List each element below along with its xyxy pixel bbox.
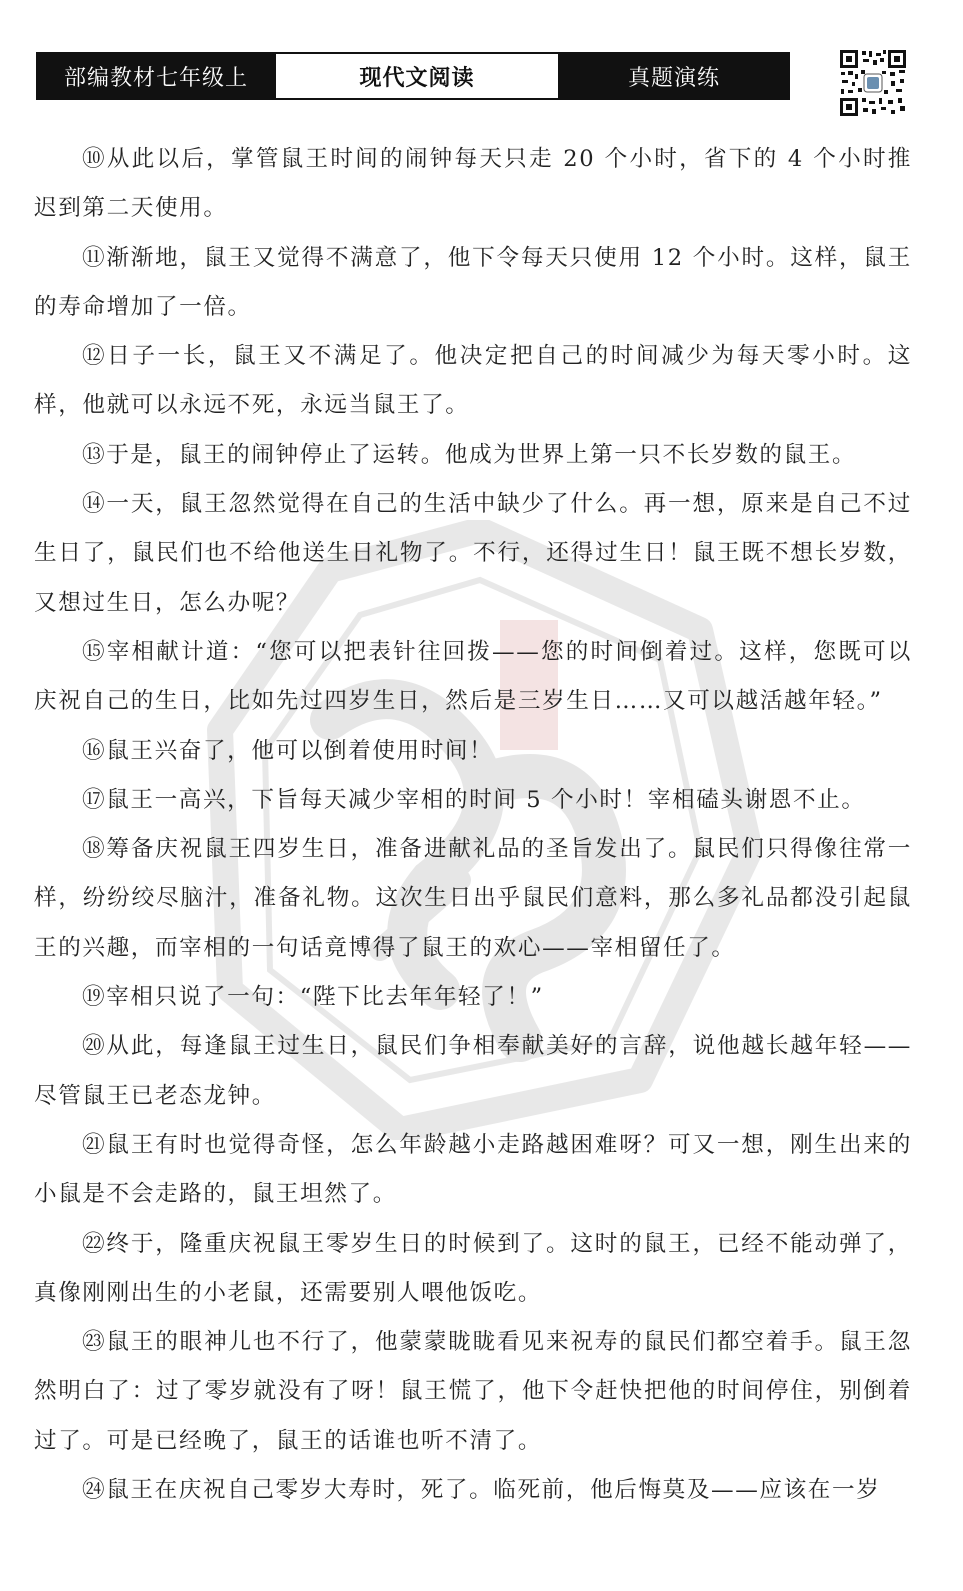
header-left-label: 部编教材七年级上 [38,54,274,98]
paragraph-20: ⑳从此，每逢鼠王过生日，鼠民们争相奉献美好的言辞，说他越长越年轻——尽管鼠王已老态龙钟。 [34,1033,912,1109]
paragraph-19: ⑲宰相只说了一句：“陛下比去年年轻了！” [82,984,544,1011]
paragraph-11: ⑪渐渐地，鼠王又觉得不满意了，他下令每天只使用 12 个小时。这样，鼠王的寿命增加了一倍。 [34,244,912,320]
paragraph-16: ⑯鼠王兴奋了，他可以倒着使用时间！ [82,737,494,764]
paragraph-14: ⑭一天，鼠王忽然觉得在自己的生活中缺少了什么。再一想，原来是自己不过生日了，鼠民们也不给他送生日礼物了。不行，还得过生日！鼠王既不想长岁数，又想过生日，怎么办呢？ [34,491,912,616]
paragraph-23: ㉓鼠王的眼神儿也不行了，他蒙蒙眬眬看见来祝寿的鼠民们都空着手。鼠王忽然明白了：过了零岁就没有了呀！鼠王慌了，他下令赶快把他的时间停住，别倒着过了。可是已经晚了，鼠王的话谁也听不清了。 [34,1329,912,1454]
paragraph-13: ⑬于是，鼠王的闹钟停止了运转。他成为世界上第一只不长岁数的鼠王。 [82,441,857,468]
paragraph-15: ⑮宰相献计道：“您可以把表针往回拨——您的时间倒着过。这样，您既可以庆祝自己的生日，比如先过四岁生日，然后是三岁生日……又可以越活越年轻。” [34,638,912,715]
article-body [34,135,912,1515]
qr-code-icon [838,48,908,118]
paragraph-17: ⑰鼠王一高兴，下旨每天减少宰相的时间 5 个小时！宰相磕头谢恩不止。 [82,786,866,813]
header-center-label: 现代文阅读 [274,54,560,98]
paragraph-18: ⑱筹备庆祝鼠王四岁生日，准备进献礼品的圣旨发出了。鼠民们只得像往常一样，纷纷绞尽脑汁，准备礼物。这次生日出乎鼠民们意料，那么多礼品都没引起鼠王的兴趣，而宰相的一句话竟博得了鼠王的欢心——宰相留任了。 [34,836,912,961]
header-right-label: 真题演练 [560,54,788,98]
paragraph-21: ㉑鼠王有时也觉得奇怪，怎么年龄越小走路越困难呀？可又一想，刚生出来的小鼠是不会走路的，鼠王坦然了。 [34,1131,912,1208]
paragraph-10: ⑩从此以后，掌管鼠王时间的闹钟每天只走 20 个小时，省下的 4 个小时推迟到第二天使用。 [34,146,912,222]
paragraph-12: ⑫日子一长，鼠王又不满足了。他决定把自己的时间减少为每天零小时。这样，他就可以永远不死，永远当鼠王了。 [34,343,912,419]
header-bar [36,52,790,100]
paragraph-22: ㉒终于，隆重庆祝鼠王零岁生日的时候到了。这时的鼠王，已经不能动弹了，真像刚刚出生的小老鼠，还需要别人喂他饭吃。 [34,1230,912,1306]
paragraph-24: ㉔鼠王在庆祝自己零岁大寿时，死了。临死前，他后悔莫及——应该在一岁 [82,1477,881,1504]
